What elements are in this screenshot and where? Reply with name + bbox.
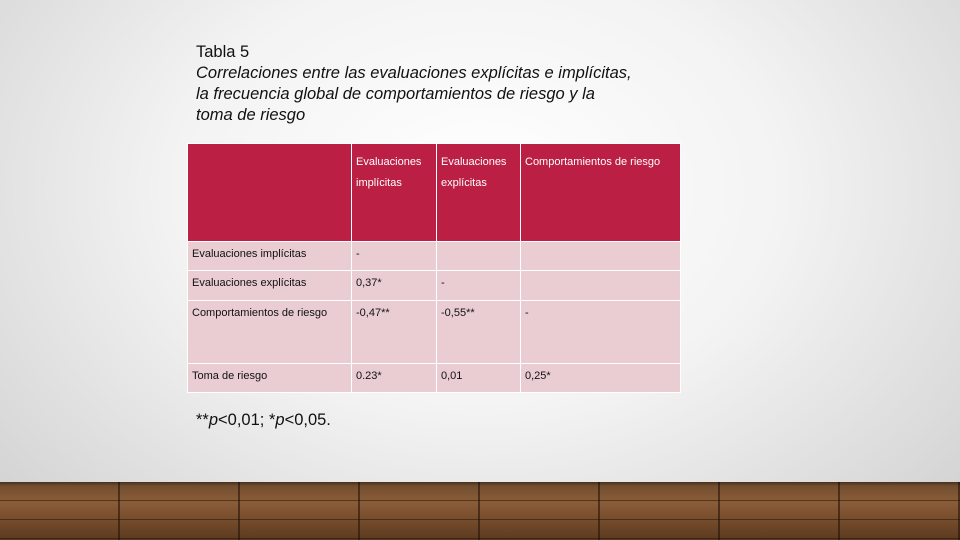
table-cell: - [352, 242, 437, 271]
footnote-text: <0,01; * [218, 411, 276, 429]
table-cell: 0,01 [437, 364, 521, 393]
significance-footnote [196, 411, 331, 430]
table-row [188, 301, 681, 364]
correlation-table [187, 143, 681, 393]
table-cell: 0.23* [352, 364, 437, 393]
footnote-p: p [275, 411, 285, 429]
row-label: Evaluaciones explícitas [188, 271, 352, 301]
table-cell: - [437, 271, 521, 301]
table-cell: -0,47** [352, 301, 437, 364]
table-cell: - [521, 301, 681, 364]
header-cell-explicit [437, 144, 521, 242]
header-line: Evaluaciones [356, 156, 422, 168]
table-cell: -0,55** [437, 301, 521, 364]
footnote-text: ** [196, 411, 209, 429]
header-cell-empty [188, 144, 352, 242]
table-number: Tabla 5 [196, 43, 250, 61]
header-line: Comportamientos de riesgo [525, 156, 661, 168]
table-title: Correlaciones entre las evaluaciones explícitas e implícitas, la frecuencia global de comportamientos de riesgo y la toma de riesgo [196, 64, 632, 124]
wood-floor [0, 482, 960, 540]
table-cell: 0,37* [352, 271, 437, 301]
footnote-p: p [208, 411, 219, 429]
table-caption [196, 42, 636, 126]
table-row [188, 364, 681, 393]
row-label: Comportamientos de riesgo [188, 301, 352, 364]
header-line: Evaluaciones [441, 156, 507, 168]
table-cell: 0,25* [521, 364, 681, 393]
table-cell [521, 242, 681, 271]
table-cell [437, 242, 521, 271]
table-row [188, 242, 681, 271]
header-line: explícitas [441, 177, 487, 189]
footnote-text: <0,05. [284, 411, 331, 429]
header-cell-behaviors [521, 144, 681, 242]
table-row [188, 271, 681, 301]
table-cell [521, 271, 681, 301]
header-cell-implicit [352, 144, 437, 242]
table-header-row [188, 144, 681, 242]
row-label: Toma de riesgo [188, 364, 352, 393]
row-label: Evaluaciones implícitas [188, 242, 352, 271]
header-line: implícitas [356, 177, 402, 189]
